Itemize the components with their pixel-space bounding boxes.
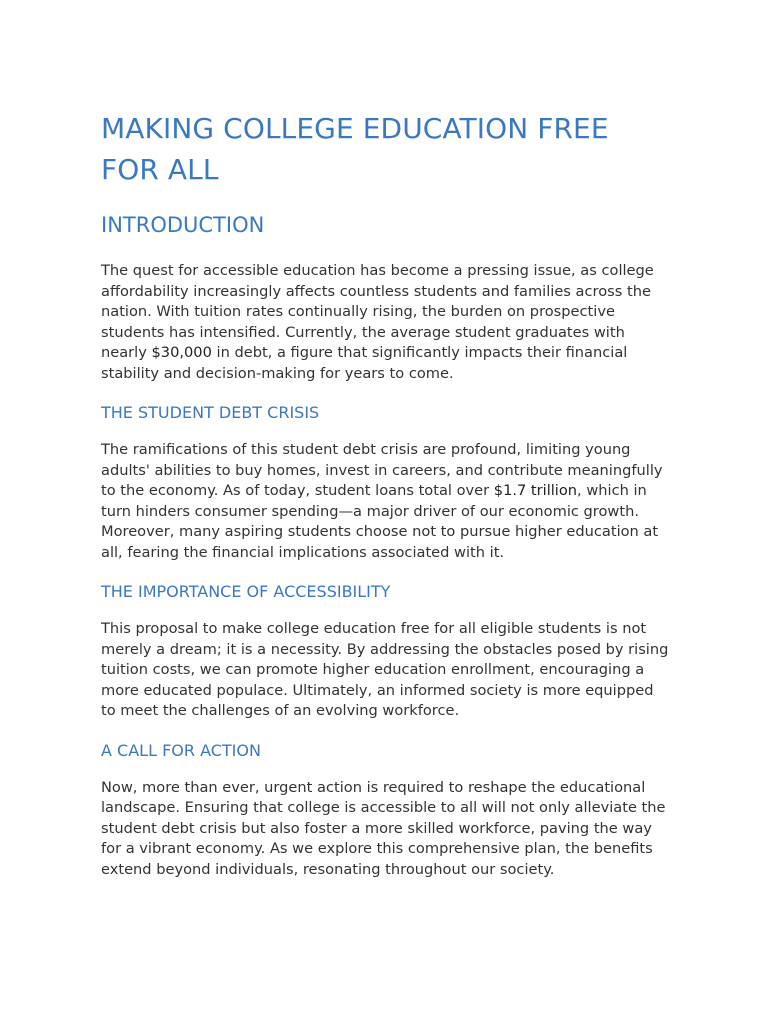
section-heading-accessibility: THE IMPORTANCE OF ACCESSIBILITY — [101, 582, 391, 601]
paragraph-text: in debt, a figure that significantly impacts their financial stability and decision-making for years to come. — [101, 344, 628, 382]
section-heading-student-debt-crisis: THE STUDENT DEBT CRISIS — [101, 403, 320, 422]
document-title: MAKING COLLEGE EDUCATION FREE FOR ALL — [101, 112, 609, 186]
paragraph-student-debt-crisis — [101, 440, 671, 563]
highlight-debt-amount: $30,000 — [151, 344, 212, 361]
document-page — [101, 108, 671, 880]
paragraph-call-for-action: Now, more than ever, urgent action is required to reshape the educational landscape. Ensuring that college is accessible to all will not only alleviate the student debt crisis but also foster a more skilled workforce, paving the way for a vibrant economy. As we explore this comprehensive plan, the benefits extend beyond individuals, resonating throughout our society. — [101, 778, 666, 878]
paragraph-accessibility: This proposal to make college education free for all eligible students is not merely a dream; it is a necessity. By addressing the obstacles posed by rising tuition costs, we can promote higher education enrollment, encouraging a more educated populace. Ultimately, an informed society is more equipped to meet the challenges of an evolving workforce. — [101, 620, 669, 719]
section-heading-call-for-action: A CALL FOR ACTION — [101, 740, 261, 760]
paragraph-text: , which in turn hinders consumer spending—a major driver of our economic growth. Moreover, many aspiring students choose not to pursue higher education at all, fearing the financial implications associated with it. — [101, 482, 659, 561]
paragraph-text: The quest for accessible education has become a pressing issue, as college affordability increasingly affects countless students and families across the nation. With tuition rates continually rising, the burden on prospective students has intensified. Currently, the average student graduates with nearly — [101, 262, 654, 361]
highlight-loan-total: $1.7 trillion — [493, 482, 578, 499]
paragraph-text: The ramifications of this student debt crisis are profound, limiting young adults' abilities to buy homes, invest in careers, and contribute meaningfully to the economy. As of today, student loans total over — [101, 441, 663, 499]
paragraph-introduction — [101, 261, 671, 384]
section-heading-introduction: INTRODUCTION — [101, 213, 265, 237]
